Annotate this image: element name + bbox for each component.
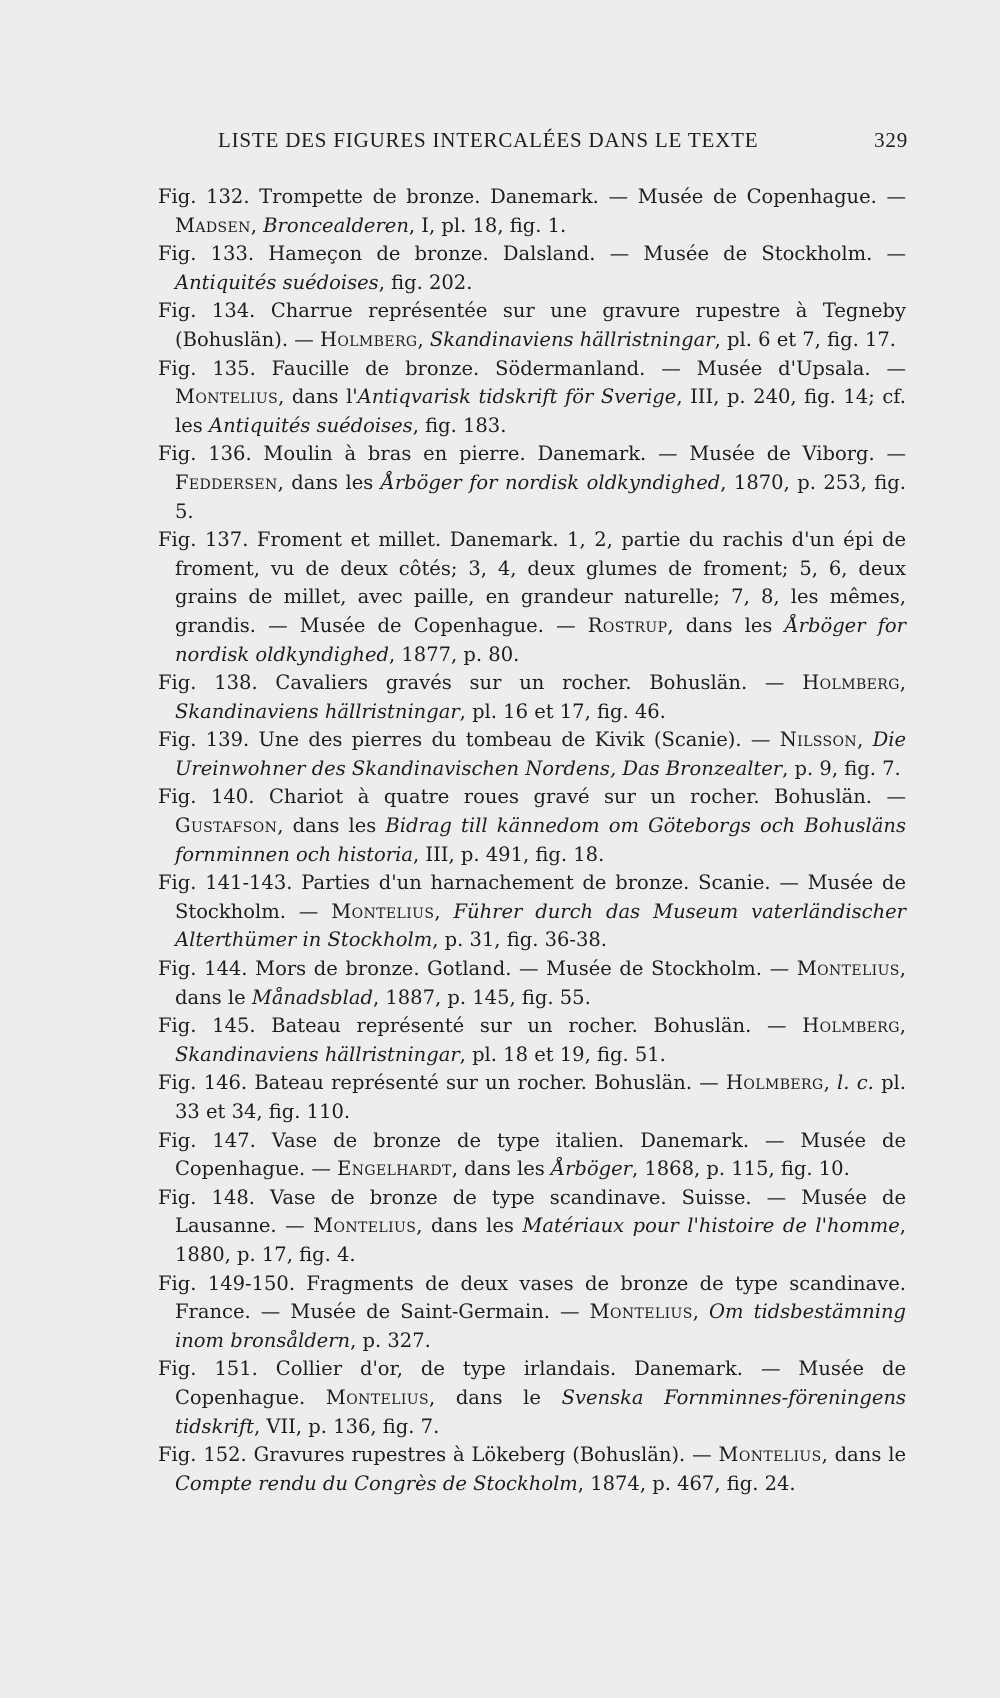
author-name: Holmberg <box>726 1071 824 1095</box>
figure-entry <box>158 669 906 726</box>
entry-text: Fig. 148. Vase de bronze de type scandinave. Suisse. — Musée de Lausanne. — <box>158 1185 906 1238</box>
entry-text: Fig. 136. Moulin à bras en pierre. Danemark. — Musée de Viborg. — <box>158 442 906 466</box>
figure-entry <box>158 783 906 869</box>
entry-text: Fig. 132. Trompette de bronze. Danemark. — Musée de Copenhague. — <box>158 185 906 208</box>
author-name: Montelius <box>313 1214 417 1238</box>
entry-text: Fig. 149-150. Fragments de deux vases de bronze de type scandinave. France. — Musée de Saint-Germain. — <box>158 1271 906 1324</box>
publication-title: l. c. <box>837 1071 874 1095</box>
entry-text: , <box>434 899 454 923</box>
author-name: Feddersen <box>175 470 278 494</box>
entry-text: , p. 9, fig. 7. <box>782 756 901 780</box>
entry-text: , dans les <box>277 814 386 838</box>
entry-text: , fig. 202. <box>378 270 473 294</box>
figure-entry <box>158 355 906 441</box>
entry-text: , <box>417 327 430 351</box>
entry-text: pl. 33 et 34, fig. 110. <box>175 1071 906 1123</box>
author-name: Holmberg <box>802 1014 900 1038</box>
author-name: Montelius <box>796 957 900 981</box>
author-name: Holmberg <box>319 327 418 351</box>
figure-entry <box>158 440 906 526</box>
entry-text: Fig. 138. Cavaliers gravés sur un rocher. Bohuslän. — <box>158 671 803 695</box>
entry-text: , dans les <box>277 470 381 494</box>
author-name: Montelius <box>331 899 435 923</box>
figure-entry <box>158 297 906 354</box>
entry-text: , pl. 18 et 19, fig. 51. <box>459 1042 666 1066</box>
author-name: Montelius <box>589 1300 693 1324</box>
publication-title: Matériaux pour l'histoire de l'homme <box>522 1214 900 1238</box>
entry-text: , <box>899 1014 906 1038</box>
entry-text: , p. 31, fig. 36-38. <box>432 928 608 952</box>
entry-text: Fig. 146. Bateau représenté sur un rocher. Bohuslän. — <box>158 1071 727 1095</box>
figure-list <box>158 183 906 1498</box>
entry-text: , dans le <box>175 957 906 1009</box>
entry-text: Fig. 135. Faucille de bronze. Södermanland. — Musée d'Upsala. — <box>158 356 906 380</box>
entry-text: , VII, p. 136, fig. 7. <box>254 1414 440 1438</box>
publication-title: Årböger <box>550 1157 632 1181</box>
publication-title: Årböger for nordisk oldkyndighed <box>175 613 906 666</box>
entry-text: , dans les <box>667 613 785 637</box>
author-name: Gustafson <box>175 814 278 838</box>
author-name: Nilsson <box>779 728 858 752</box>
entry-text: , 1880, p. 17, fig. 4. <box>175 1214 906 1266</box>
author-name: Engelhardt <box>337 1157 452 1181</box>
publication-title: Skandinaviens hällristningar <box>429 327 715 351</box>
entry-text: , <box>692 1300 710 1324</box>
figure-entry <box>158 1270 906 1356</box>
entry-text: Fig. 134. Charrue représentée sur une gravure rupestre à Tegneby (Bohuslän). — <box>158 299 906 351</box>
entry-text: , dans l' <box>278 385 358 409</box>
publication-title: Broncealderen <box>263 213 409 237</box>
entry-text: Fig. 133. Hameçon de bronze. Dalsland. — Musée de Stockholm. — <box>158 242 906 266</box>
figure-entry <box>158 1012 906 1069</box>
publication-title: Antiqvarisk tidskrift för Sverige <box>357 385 677 409</box>
entry-text: , p. 327. <box>350 1328 431 1352</box>
entry-text: , 1874, p. 467, fig. 24. <box>577 1471 796 1495</box>
entry-text: Fig. 145. Bateau représenté sur un rocher. Bohuslän. — <box>158 1014 803 1038</box>
entry-text: Fig. 141-143. Parties d'un harnachement de bronze. Scanie. — Musée de Stockholm. — <box>158 871 906 923</box>
author-name: Montelius <box>325 1385 429 1409</box>
entry-text: , 1887, p. 145, fig. 55. <box>372 985 591 1009</box>
publication-title: Compte rendu du Congrès de Stockholm <box>175 1471 578 1495</box>
publication-title: Antiquités suédoises <box>208 413 413 437</box>
author-name: Montelius <box>718 1443 822 1467</box>
figure-entry <box>158 955 906 1012</box>
author-name: Holmberg <box>802 671 900 695</box>
page-number: 329 <box>874 128 908 152</box>
entry-text: , I, pl. 18, fig. 1. <box>408 213 567 237</box>
publication-title: Antiquités suédoises <box>175 270 379 294</box>
figure-entry <box>158 1184 906 1270</box>
entry-text: , 1868, p. 115, fig. 10. <box>631 1157 850 1181</box>
entry-text: , dans les <box>451 1157 551 1181</box>
entry-text: Fig. 147. Vase de bronze de type italien. Danemark. — Musée de Copenhague. — <box>158 1128 906 1181</box>
entry-text: , <box>857 728 873 752</box>
figure-entry <box>158 183 906 240</box>
author-name: Madsen <box>175 213 251 237</box>
entry-text: , <box>899 671 906 695</box>
entry-text: Fig. 144. Mors de bronze. Gotland. — Musée de Stockholm. — <box>158 957 797 981</box>
entry-text: , III, p. 240, fig. 14; cf. les <box>175 385 906 437</box>
figure-entry <box>158 1069 906 1126</box>
figure-entry <box>158 869 906 955</box>
publication-title: Bidrag till kännedom om Göteborgs och Bohusläns fornminnen och historia <box>175 814 906 866</box>
entry-text: , dans le <box>821 1443 906 1467</box>
entry-text: Fig. 151. Collier d'or, de type irlandais. Danemark. — Musée de Copenhague. <box>158 1357 906 1409</box>
figure-entry <box>158 1127 906 1184</box>
figure-entry <box>158 240 906 297</box>
figure-entry <box>158 1441 906 1498</box>
author-name: Rostrup <box>587 613 668 637</box>
running-title: LISTE DES FIGURES INTERCALÉES DANS LE TEXTE <box>218 128 759 152</box>
entry-text: , <box>823 1071 838 1095</box>
publication-title: Månadsblad <box>251 985 373 1009</box>
entry-text: Fig. 140. Chariot à quatre roues gravé sur un rocher. Bohuslän. — <box>158 785 906 809</box>
entry-text: Fig. 139. Une des pierres du tombeau de Kivik (Scanie). — <box>158 728 780 752</box>
figure-entry <box>158 526 906 669</box>
figure-entry <box>158 1355 906 1441</box>
entry-text: , <box>250 213 264 237</box>
entry-text: , III, p. 491, fig. 18. <box>412 842 605 866</box>
entry-text: , pl. 16 et 17, fig. 46. <box>459 699 666 723</box>
entry-text: , dans le <box>428 1385 562 1409</box>
entry-text: Fig. 152. Gravures rupestres à Lökeberg (Bohuslän). — <box>158 1443 719 1467</box>
figure-entry <box>158 726 906 783</box>
publication-title: Svenska Fornminnes-föreningens tidskrift <box>175 1385 907 1438</box>
entry-text: , pl. 6 et 7, fig. 17. <box>714 327 896 351</box>
entry-text: , fig. 183. <box>412 413 507 437</box>
author-name: Montelius <box>175 385 279 409</box>
publication-title: Skandinaviens hällristningar <box>175 699 460 723</box>
publication-title: Årböger for nordisk oldkyndighed <box>380 470 721 494</box>
entry-text: , 1870, p. 253, fig. 5. <box>175 470 906 523</box>
entry-text: Fig. 137. Froment et millet. Danemark. 1, 2, partie du rachis d'un épi de froment, vu de deux côtés; 3, 4, deux glumes de froment; 5, 6, deux grains de millet, avec paille, en grandeur naturelle; 7, 8, les mêmes, grandis. — Musée de Copenhague. — <box>158 528 906 637</box>
publication-title: Die Ureinwohner des Skandinavischen Nordens, Das Bronzealter <box>175 728 906 780</box>
publication-title: Führer durch das Museum vaterländischer Alterthümer in Stockholm <box>175 899 906 952</box>
entry-text: , dans les <box>416 1214 523 1238</box>
entry-text: , 1877, p. 80. <box>389 642 520 666</box>
publication-title: Om tidsbestämning inom bronsåldern <box>175 1300 906 1352</box>
publication-title: Skandinaviens hällristningar <box>175 1042 460 1066</box>
